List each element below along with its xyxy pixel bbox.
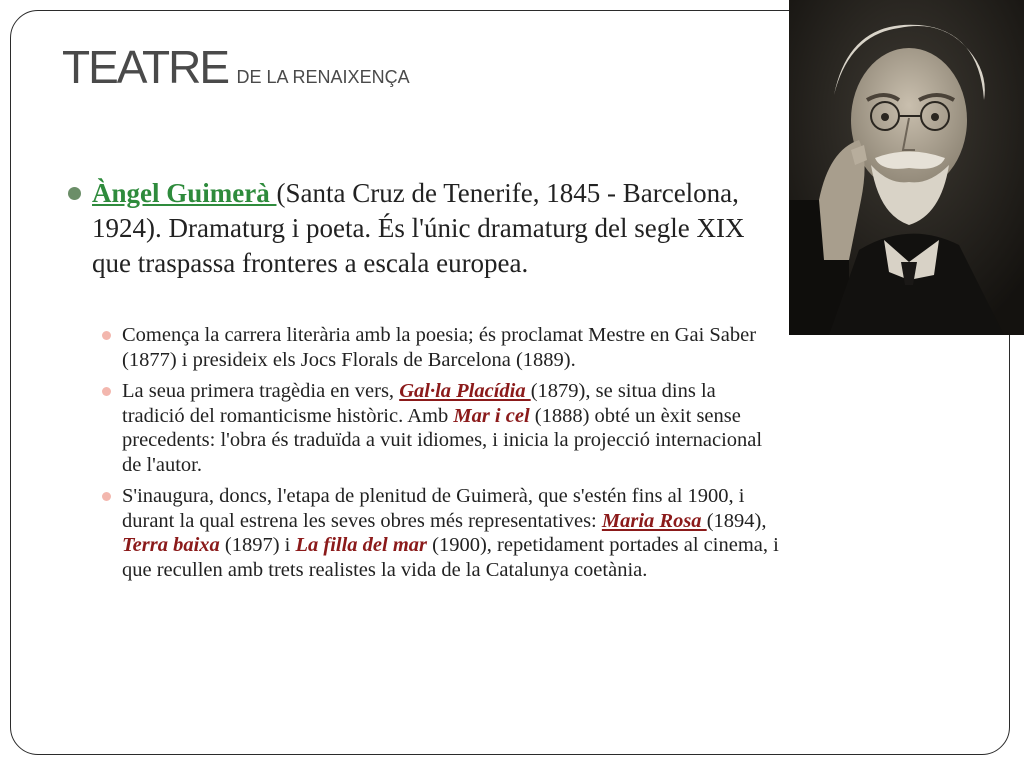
bullet-icon: [68, 187, 81, 200]
bullet-icon: [102, 387, 111, 396]
sub2-text-c: (1888) obté un èxit sense precedents: l'obra és traduïda a vuit idiomes, i inicia la projecció internacional de l'autor.: [122, 404, 763, 476]
sub-bullet-item: [100, 484, 780, 582]
sub3-text-a: S'inaugura, doncs, l'etapa de plenitud de Guimerà, que s'estén fins al 1900, i durant la qual estrena les seves obres més representatives:: [122, 485, 745, 532]
title-sub: DE LA RENAIXENÇA: [236, 67, 410, 87]
sub3-text-b: (1894),: [706, 509, 767, 532]
sub-bullet-list: [68, 323, 780, 582]
sub-bullet-item: [100, 323, 780, 372]
sub3-text-c: (1897) i: [219, 534, 296, 556]
slide-title: [62, 40, 410, 94]
sub1-text: Comença la carrera literària amb la poesia; és proclamat Mestre en Gai Saber (1877) i presideix els Jocs Florals de Barcelona (1889).: [122, 324, 757, 371]
sub2-text-b: (1879), se situa dins la tradició del romanticisme històric. Amb: [122, 380, 716, 427]
galla-placidia-link[interactable]: Gal·la Placídia: [399, 380, 531, 402]
bullet-icon: [102, 331, 111, 340]
maria-rosa-link[interactable]: Maria Rosa: [601, 509, 707, 532]
slide-content: [68, 176, 780, 589]
guimera-link[interactable]: Àngel Guimerà: [92, 178, 277, 208]
main-bullet-text: (Santa Cruz de Tenerife, 1845 - Barcelona, 1924). Dramaturg i poeta. És l'únic dramaturg del segle XIX que traspassa fronteres a escala europea.: [92, 178, 745, 278]
sub-bullet-item: [100, 379, 780, 477]
sub3-text-d: (1900), repetidament portades al cinema, i que recullen amb trets realistes la vida de la Catalunya coetània.: [122, 534, 779, 581]
mar-i-cel-title: Mar i cel: [453, 404, 530, 427]
portrait-photo: [789, 0, 1024, 335]
la-filla-del-mar-title: La filla del mar: [295, 534, 428, 556]
main-bullet-item: [68, 176, 780, 281]
bullet-icon: [102, 492, 111, 501]
sub2-text-a: La seua primera tragèdia en vers,: [122, 380, 400, 402]
terra-baixa-title: Terra baixa: [122, 534, 220, 556]
title-main: TEATRE: [62, 41, 229, 93]
